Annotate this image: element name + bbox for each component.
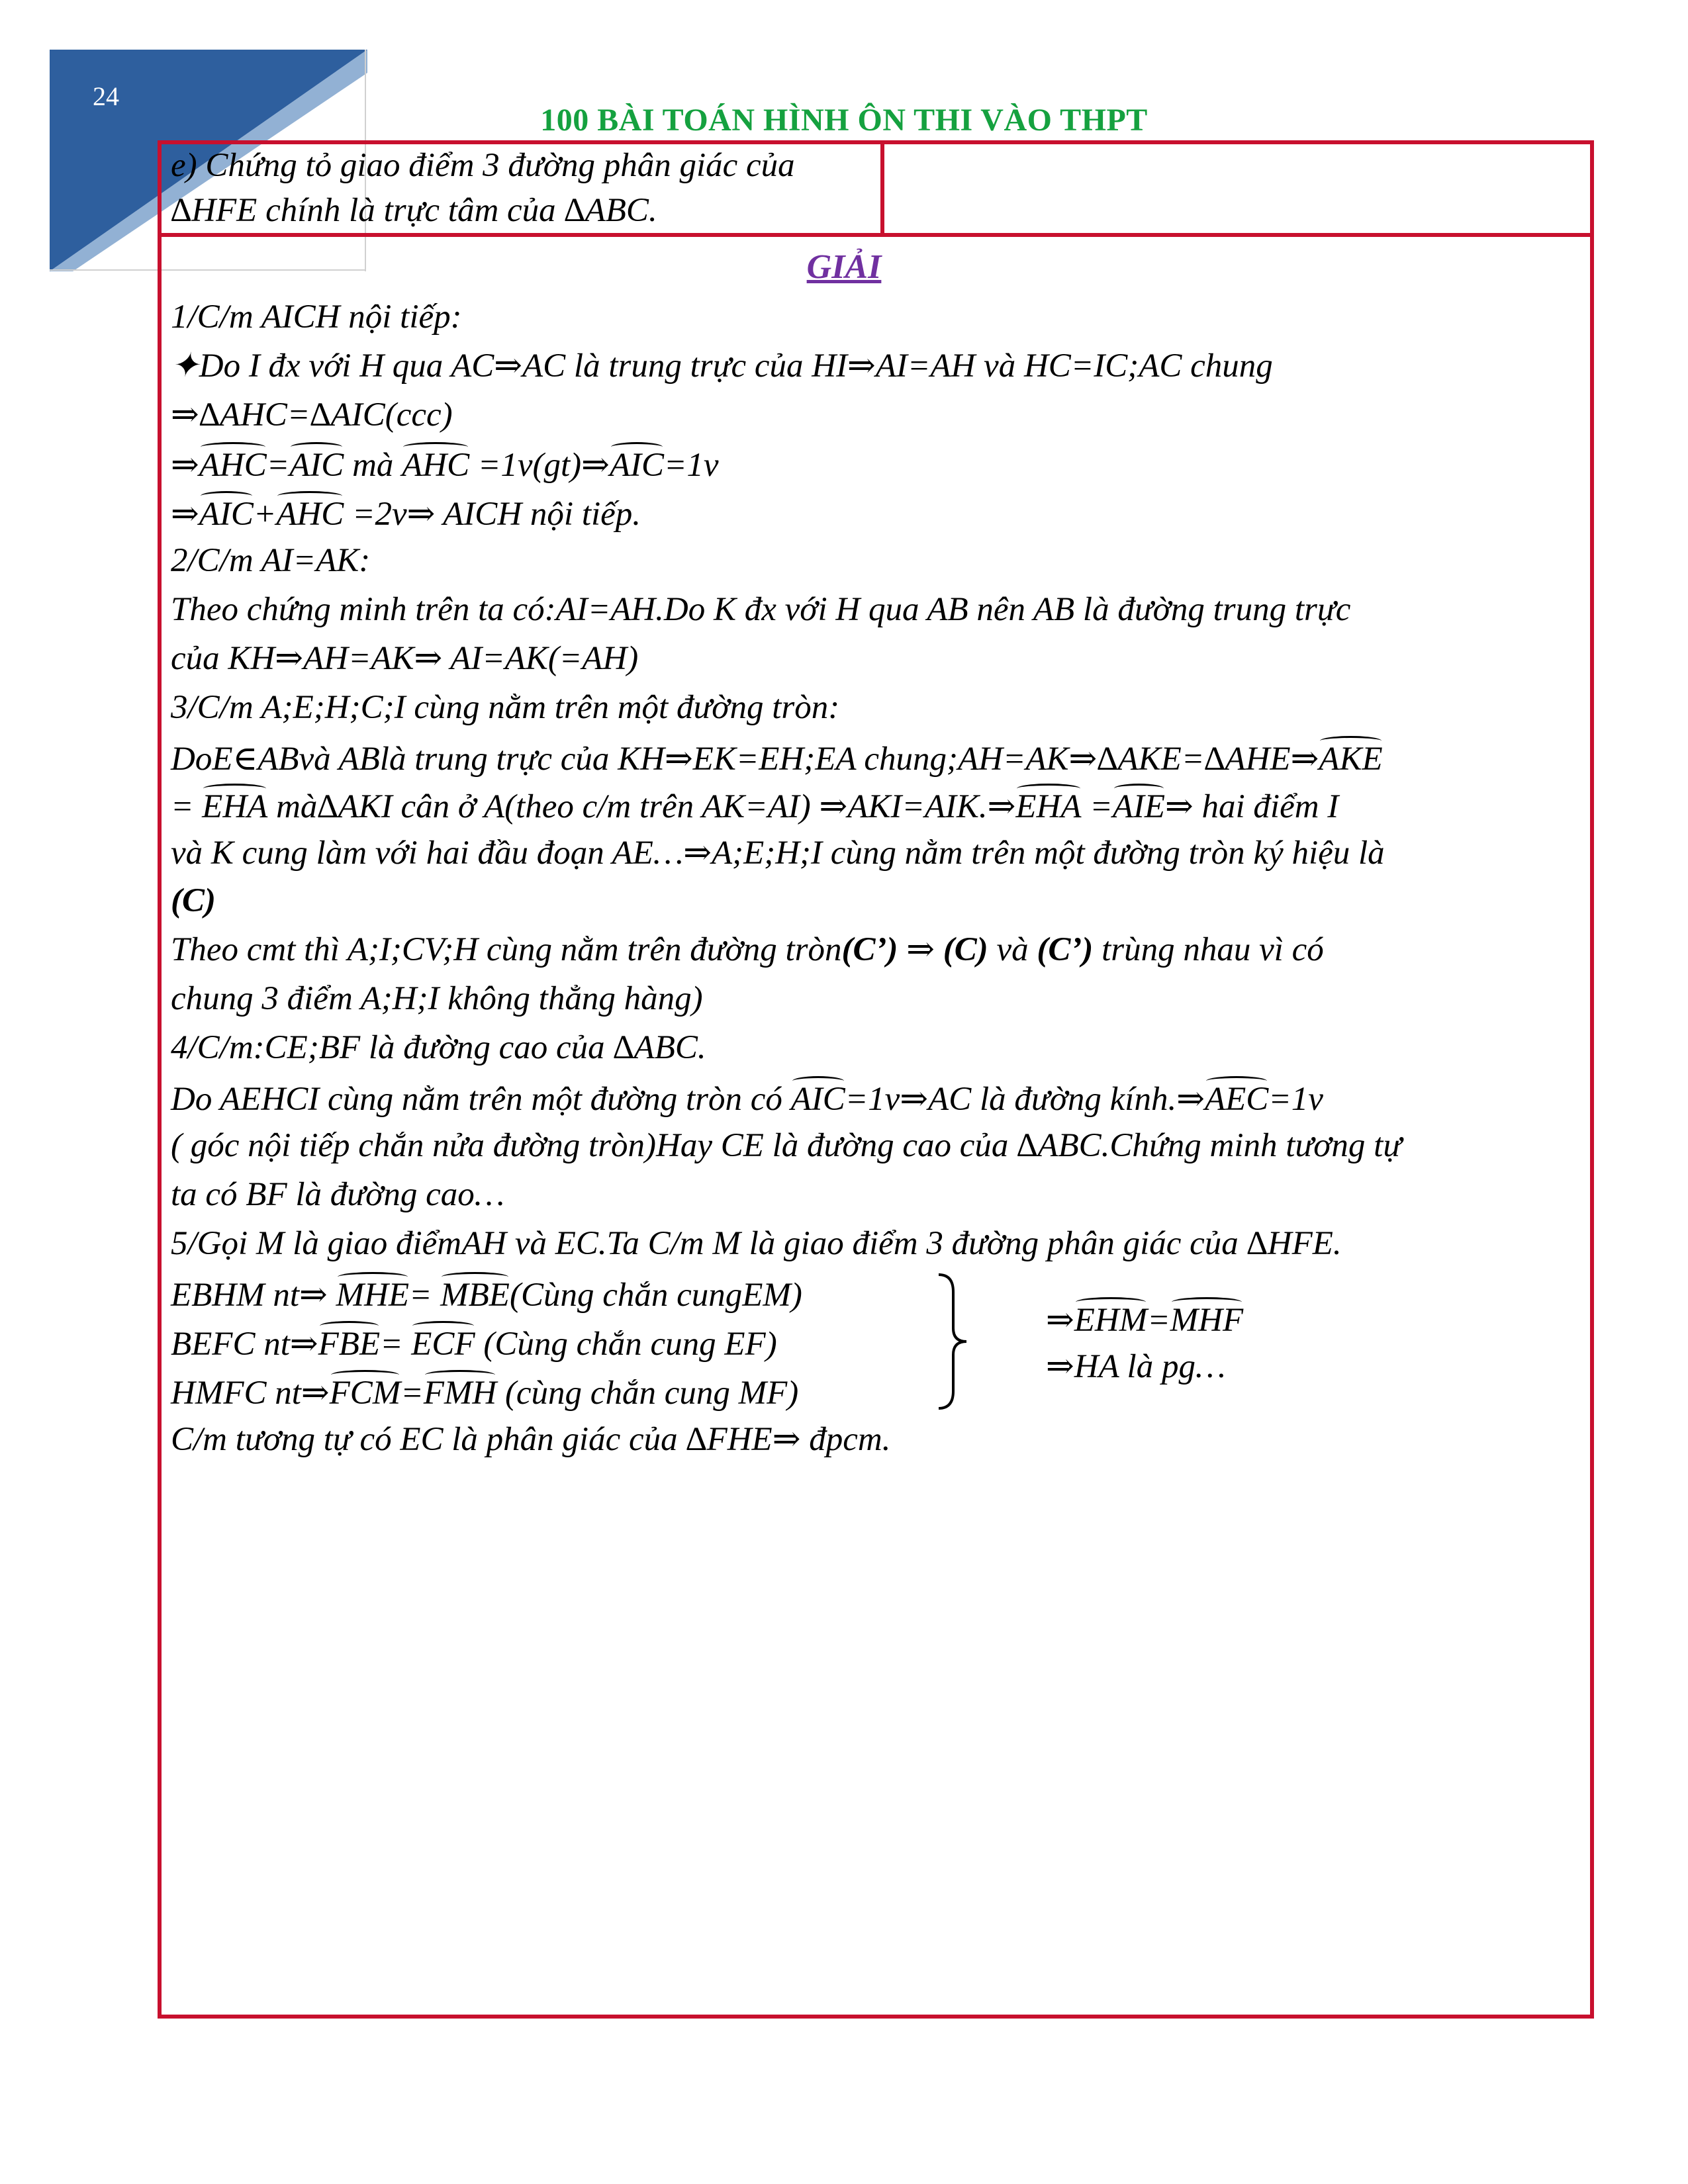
text-run: mà∆AKI cân ở A(theo c/m trên AK=AI) ⇒AKI=AIK.⇒ — [267, 788, 1016, 825]
text-run: (Cùng chắn cungEM) — [509, 1277, 802, 1314]
solution-line: 4/C/m:CE;BF là đường cao của ∆ABC. — [171, 1029, 706, 1066]
arc-angle: MHF — [1170, 1297, 1243, 1341]
arc-angle: AHC — [276, 491, 344, 535]
text-run: (C) — [943, 931, 988, 968]
problem-statement — [171, 143, 872, 233]
solution-line — [171, 1370, 798, 1414]
solution-line — [171, 929, 1324, 970]
solution-line — [171, 1321, 777, 1365]
text-run: (C’) — [1037, 931, 1094, 968]
text-run: + — [253, 496, 277, 533]
solution-line — [171, 442, 719, 486]
arc-angle: EHM — [1074, 1297, 1147, 1341]
arc-angle: AKE — [1319, 736, 1382, 780]
text-run: =1v⇒AC là đường kính.⇒ — [845, 1081, 1205, 1118]
arc-angle: FCM — [330, 1370, 401, 1414]
solution-line — [171, 1076, 1323, 1120]
solution-line: 5/Gọi M là giao điểmAH và EC.Ta C/m M là giao điểm 3 đường phân giác của ∆HFE. — [171, 1225, 1342, 1262]
arc-angle: MBE — [440, 1272, 510, 1316]
right-brace-icon — [933, 1272, 973, 1411]
arc-angle: AIE — [1113, 784, 1165, 827]
text-run: = — [400, 1375, 424, 1412]
text-run: ⇒ — [1046, 1302, 1074, 1339]
arc-angle: AEC — [1205, 1076, 1268, 1120]
text-run: =2v⇒ AICH nội tiếp. — [344, 496, 641, 533]
solution-line: C/m tương tự có EC là phân giác của ∆FHE⇒ đpcm. — [171, 1421, 891, 1458]
problem-line: e) Chứng tỏ giao điểm 3 đường phân giác của — [171, 147, 795, 184]
arc-angle: AHC — [402, 442, 469, 486]
arc-angle: AIC — [791, 1076, 845, 1120]
text-run: = — [171, 788, 203, 825]
arc-angle: ECF — [411, 1321, 475, 1365]
solution-line: của KH⇒AH=AK⇒ AI=AK(=AH) — [171, 640, 639, 677]
text-run: Do AEHCI cùng nằm trên một đường tròn có — [171, 1081, 791, 1118]
solution-line: ta có BF là đường cao… — [171, 1176, 505, 1213]
arc-angle: EHA — [1015, 784, 1081, 827]
arc-angle: EHA — [202, 784, 267, 827]
text-run: Theo cmt thì A;I;CV;H cùng nằm trên đường tròn — [171, 931, 842, 968]
solution-line — [171, 491, 641, 535]
text-run: = — [1147, 1302, 1170, 1339]
text-run: = — [409, 1277, 441, 1314]
text-run: (Cùng chắn cung EF) — [475, 1326, 777, 1363]
solution-line: ( góc nội tiếp chắn nửa đường tròn)Hay CE là đường cao của ∆ABC.Chứng minh tương tự — [171, 1127, 1402, 1164]
header-title: 100 BÀI TOÁN HÌNH ÔN THI VÀO THPT — [540, 103, 1148, 138]
solution-line: 3/C/m A;E;H;C;I cùng nằm trên một đường tròn: — [171, 689, 840, 726]
arc-angle: FMH — [424, 1370, 496, 1414]
text-run: (C’) — [841, 931, 898, 968]
conclusion-line — [1046, 1297, 1243, 1341]
solution-line: (C) — [171, 882, 216, 919]
solution-line: ⇒∆AHC=∆AIC(ccc) — [171, 396, 453, 433]
text-run: ⇒ hai điểm I — [1165, 788, 1339, 825]
problem-frame-divider — [880, 140, 884, 235]
text-run: = — [380, 1326, 412, 1363]
text-run: ⇒ — [898, 931, 943, 968]
solution-heading: GIẢI — [806, 248, 882, 286]
solution-line: 1/C/m AICH nội tiếp: — [171, 298, 462, 336]
problem-line: ∆HFE chính là trực tâm của ∆ABC. — [171, 192, 657, 229]
text-run: ⇒ — [171, 496, 199, 533]
text-run: ⇒ — [171, 447, 199, 484]
solution-line — [171, 1272, 802, 1316]
arc-angle: AIC — [199, 491, 254, 535]
text-run: trùng nhau vì có — [1093, 931, 1324, 968]
text-run: mà — [344, 447, 402, 484]
text-run: (cùng chắn cung MF) — [496, 1375, 799, 1412]
solution-line: 2/C/m AI=AK: — [171, 542, 371, 579]
conclusion-line: ⇒HA là pg… — [1046, 1348, 1226, 1385]
text-run: =1v — [663, 447, 719, 484]
text-run: = — [266, 447, 290, 484]
text-run: =1v(gt)⇒ — [469, 447, 610, 484]
arc-angle: AHC — [199, 442, 267, 486]
arc-angle: MHE — [336, 1272, 409, 1316]
arc-angle: AIC — [610, 442, 664, 486]
solution-line: ✦Do I đx với H qua AC⇒AC là trung trực của HI⇒AI=AH và HC=IC;AC chung — [171, 347, 1273, 385]
arc-angle: AIC — [289, 442, 344, 486]
text-run: =1v — [1268, 1081, 1323, 1118]
text-run: BEFC nt⇒ — [171, 1326, 318, 1363]
text-run: = — [1081, 788, 1113, 825]
solution-line: và K cung làm với hai đầu đoạn AE…⇒A;E;H;I cùng nằm trên một đường tròn ký hiệu là — [171, 835, 1385, 872]
solution-line: chung 3 điểm A;H;I không thẳng hàng) — [171, 980, 703, 1017]
solution-line — [171, 784, 1338, 827]
text-run: và — [988, 931, 1037, 968]
text-run: EBHM nt⇒ — [171, 1277, 336, 1314]
text-run: HMFC nt⇒ — [171, 1375, 330, 1412]
arc-angle: FBE — [318, 1321, 380, 1365]
text-run: DoE∈ABvà ABlà trung trực của KH⇒EK=EH;EA chung;AH=AK⇒∆AKE=∆AHE⇒ — [171, 741, 1319, 778]
solution-line: Theo chứng minh trên ta có:AI=AH.Do K đx với H qua AB nên AB là đường trung trực — [171, 591, 1351, 628]
page-number: 24 — [93, 81, 119, 111]
solution-line — [171, 736, 1383, 780]
